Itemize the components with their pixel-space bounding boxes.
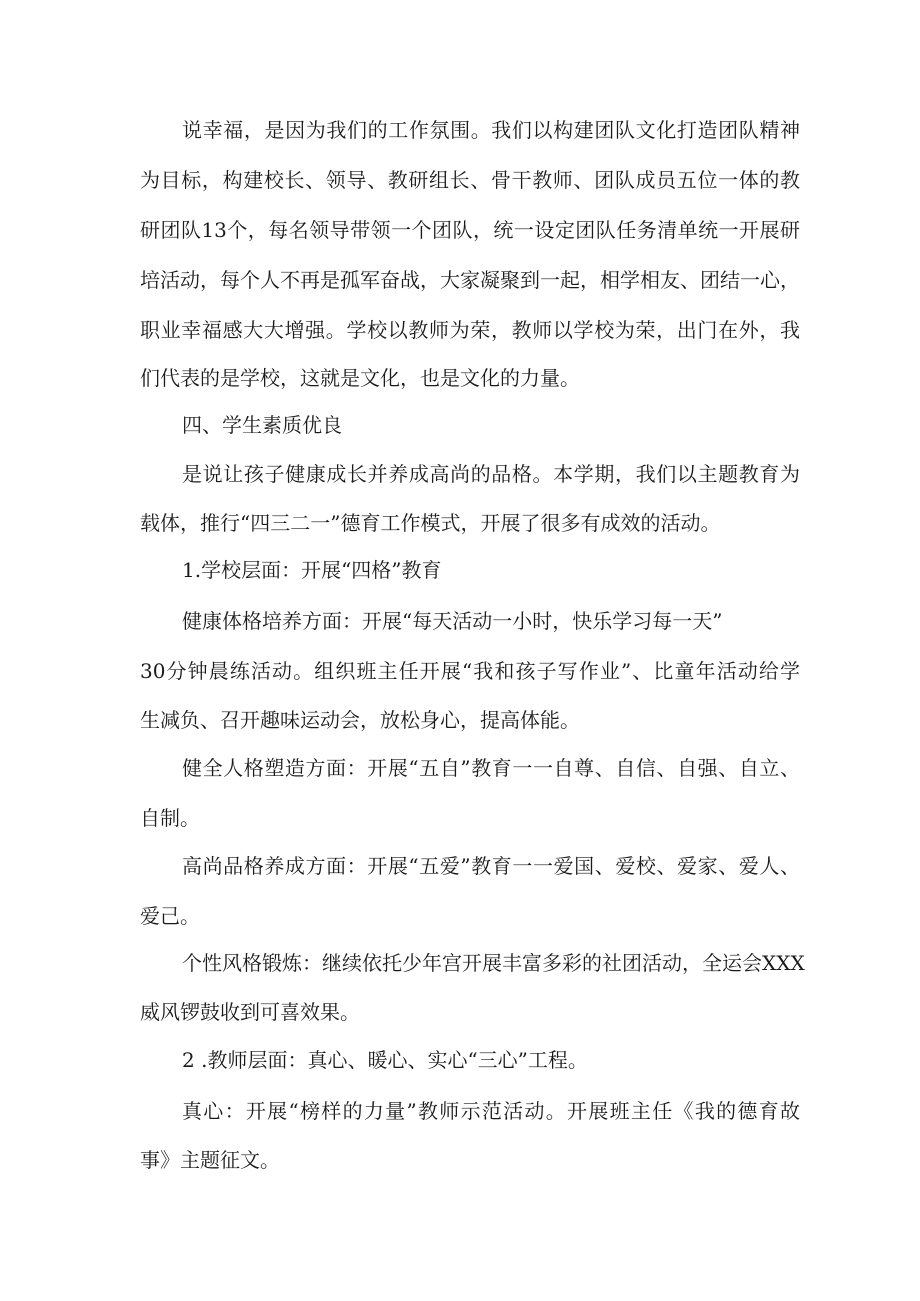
paragraph-line: 职业幸福感大大增强。学校以教师为荣，教师以学校为荣，出门在外，我 — [140, 318, 800, 342]
paragraph-line: 事》主题征文。 — [140, 1148, 280, 1172]
paragraph-line: 是说让孩子健康成长并养成高尚的品格。本学期，我们以主题教育为 — [182, 462, 800, 486]
paragraph-line: 们代表的是学校，这就是文化，也是文化的力量。 — [140, 366, 580, 390]
paragraph-line: 健康体格培养方面：开展“每天活动一小时，快乐学习每一天” — [182, 609, 723, 633]
paragraph-line: 培活动，每个人不再是孤军奋战，大家凝聚到一起，相学相友、团结一心， — [140, 268, 800, 292]
paragraph-line: 说幸福，是因为我们的工作氛围。我们以构建团队文化打造团队精神 — [182, 118, 800, 142]
paragraph-line: 个性风格锻炼：继续依托少年宫开展丰富多彩的社团活动，全运会XXX — [182, 951, 805, 975]
paragraph-line: 高尚品格养成方面：开展“五爱”教育一一爱国、爱校、爱家、爱人、 — [182, 854, 800, 878]
section-heading: 四、学生素质优良 — [182, 413, 342, 437]
paragraph-line: 30分钟晨练活动。组织班主任开展“我和孩子写作业”、比童年活动给学 — [140, 659, 800, 683]
paragraph-line: 载体，推行“四三二一”德育工作模式，开展了很多有成效的活动。 — [140, 511, 721, 535]
paragraph-line: 真心：开展“榜样的力量”教师示范活动。开展班主任《我的德育故 — [182, 1099, 800, 1123]
paragraph-line: 研团队13个，每名领导带领一个团队，统一设定团队任务清单统一开展研 — [140, 218, 800, 242]
subsection-heading: 1.学校层面：开展“四格”教育 — [182, 558, 442, 582]
paragraph-line: 健全人格塑造方面：开展“五自”教育一一自尊、自信、自强、自立、 — [182, 756, 800, 780]
paragraph-line: 自制。 — [140, 806, 200, 830]
paragraph-line: 威风锣鼓收到可喜效果。 — [140, 1000, 360, 1024]
paragraph-line: 生减负、召开趣味运动会，放松身心，提高体能。 — [140, 708, 580, 732]
paragraph-line: 为目标，构建校长、领导、教研组长、骨干教师、团队成员五位一体的教 — [140, 168, 800, 192]
paragraph-line: 爱己。 — [140, 904, 200, 928]
subsection-heading: 2 .教师层面：真心、暖心、实心“三心”工程。 — [182, 1048, 588, 1072]
